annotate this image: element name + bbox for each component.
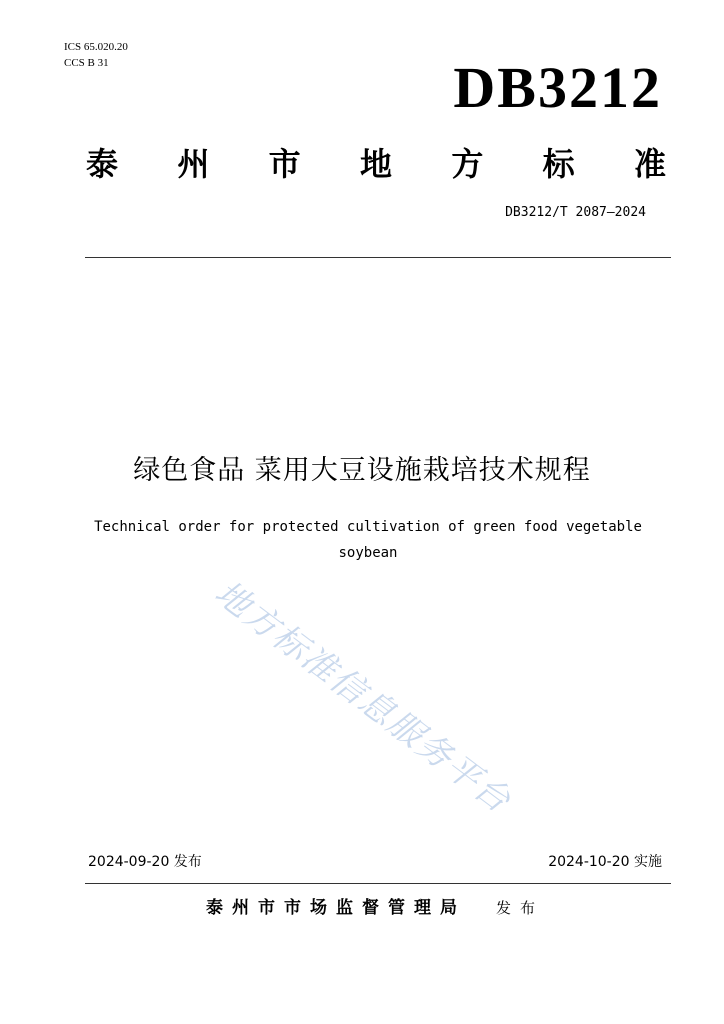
publisher-line	[206, 895, 544, 921]
implementation-date: 2024-10-20 实施	[548, 854, 662, 870]
english-title-line: Technical order for protected cultivation of green food vegetable	[94, 519, 642, 535]
ics-code: ICS 65.020.20	[64, 41, 128, 53]
standard-type-char: 市	[268, 145, 301, 183]
standard-type-char: 方	[451, 145, 484, 183]
standard-number: DB3212/T 2087—2024	[505, 205, 646, 220]
publisher-organization: 泰州市市场监督管理局	[206, 898, 466, 918]
publisher-action: 发布	[496, 899, 545, 917]
top-divider	[85, 257, 671, 258]
issue-date: 2024-09-20 发布	[88, 854, 202, 870]
document-title-english	[80, 514, 656, 566]
standard-type-heading	[86, 142, 666, 186]
watermark: 地方标准信息服务平台	[207, 572, 519, 822]
standard-type-char: 州	[177, 145, 210, 183]
standard-type-char: 准	[633, 145, 666, 183]
bottom-divider	[85, 883, 671, 884]
english-title-line: soybean	[338, 545, 398, 561]
standard-type-char: 泰	[86, 145, 119, 183]
ccs-code: CCS B 31	[64, 57, 109, 69]
standard-type-char: 标	[542, 145, 575, 183]
classification-codes	[64, 39, 128, 71]
standard-code-heading: DB3212	[453, 55, 662, 120]
document-title-chinese: 绿色食品 菜用大豆设施栽培技术规程	[133, 455, 591, 486]
standard-type-char: 地	[359, 145, 392, 183]
